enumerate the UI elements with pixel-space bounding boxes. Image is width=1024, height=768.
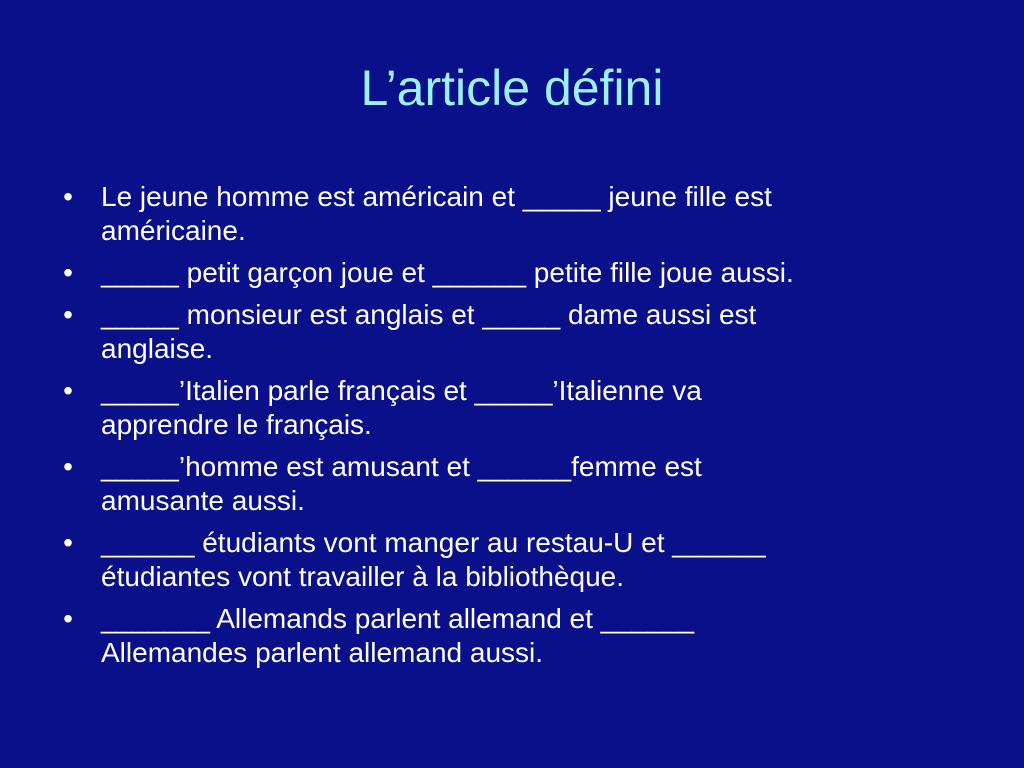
bullet-line-1: _____’homme est amusant et ______femme est [101,451,702,482]
bullet-line-1: _____’Italien parle français et _____’Italienne va [101,375,702,406]
bullet-item [58,298,958,366]
bullet-line-1: ______ étudiants vont manger au restau-U et ______ [101,527,766,558]
bullet-line-2: apprendre le français. [101,409,372,440]
slide-title: L’article défini [360,60,664,116]
bullet-dot-icon: • [63,375,73,406]
bullet-line-2: américaine. [101,215,246,246]
bullet-line-1: _____ monsieur est anglais et _____ dame aussi est [101,299,757,330]
bullet-item [58,180,958,248]
bullet-dot-icon: • [63,257,73,288]
bullet-line-2: Allemandes parlent allemand aussi. [101,637,544,668]
bullet-list [58,180,958,678]
bullet-line-1: _____ petit garçon joue et ______ petite fille joue aussi. [101,257,794,288]
bullet-dot-icon: • [63,299,73,330]
bullet-item [58,526,958,594]
bullet-item [58,256,958,290]
bullet-dot-icon: • [63,451,73,482]
bullet-line-1: _______ Allemands parlent allemand et ______ [101,603,695,634]
bullet-line-2: étudiantes vont travailler à la bibliothèque. [101,561,625,592]
bullet-line-2: anglaise. [101,333,214,364]
bullet-line-2: amusante aussi. [101,485,305,516]
bullet-dot-icon: • [63,181,73,212]
bullet-item [58,374,958,442]
bullet-item [58,450,958,518]
bullet-item [58,602,958,670]
bullet-dot-icon: • [63,603,73,634]
bullet-line-1: Le jeune homme est américain et _____ jeune fille est [101,181,772,212]
bullet-dot-icon: • [63,527,73,558]
